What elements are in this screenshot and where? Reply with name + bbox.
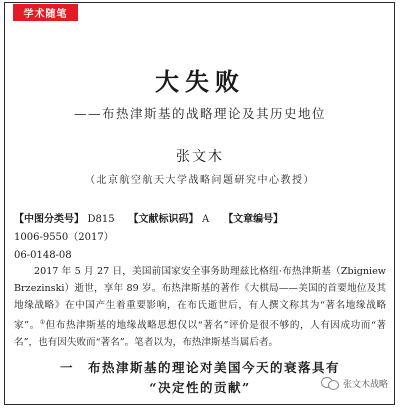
column-tag: 学术随笔 (13, 4, 78, 21)
document-code-label: 【文献标识码】 (128, 214, 199, 225)
body-paragraph (14, 263, 386, 351)
article-metadata (14, 211, 386, 265)
article-number-continuation: 06-0148-08 (14, 250, 72, 261)
paragraph-text: 2017 年 5 月 27 日，美国前国家安全事务助理兹比格纽·布热津斯基（Zbigniew Brzezinski）逝世，享年 89 岁。布热津斯基的著作《大棋局——美国的首要地位及其地缘战略》在中国产生着重要影响，在布氏逝世后，有人撰文称其为“著名地缘战略家”。 (14, 266, 386, 332)
section-heading-line-2: “决定性的贡献” (149, 380, 251, 395)
classification-value: D815 (87, 214, 115, 225)
article-number-value: 1006-9550（2017） (14, 232, 114, 243)
article-subtitle: ——布热津斯基的战略理论及其历史地位 (73, 106, 326, 121)
watermark (321, 376, 388, 390)
article-number-label: 【文章编号】 (223, 214, 284, 225)
classification-label: 【中图分类号】 (14, 214, 84, 225)
watermark-text: 张文木战略 (342, 379, 388, 390)
article-title: 大失败 (155, 67, 245, 96)
author-name: 张文木 (176, 149, 224, 165)
footnote-mark[interactable]: ① (39, 319, 46, 326)
wechat-icon (321, 376, 339, 390)
paragraph-continuation: 但布热津斯基的地缘战略思想仅以“著名”评价是很不够的，人有因成功而“著名”，也有因失败而“著名”。笔者以为，布热津斯基当属后者。 (14, 320, 386, 349)
document-code-value: A (202, 214, 210, 225)
section-heading-line-1: 一 布热津斯基的理论对美国今天的衰落具有 (59, 360, 340, 375)
author-affiliation: （北京航空航天大学战略问题研究中心教授） (85, 175, 315, 186)
